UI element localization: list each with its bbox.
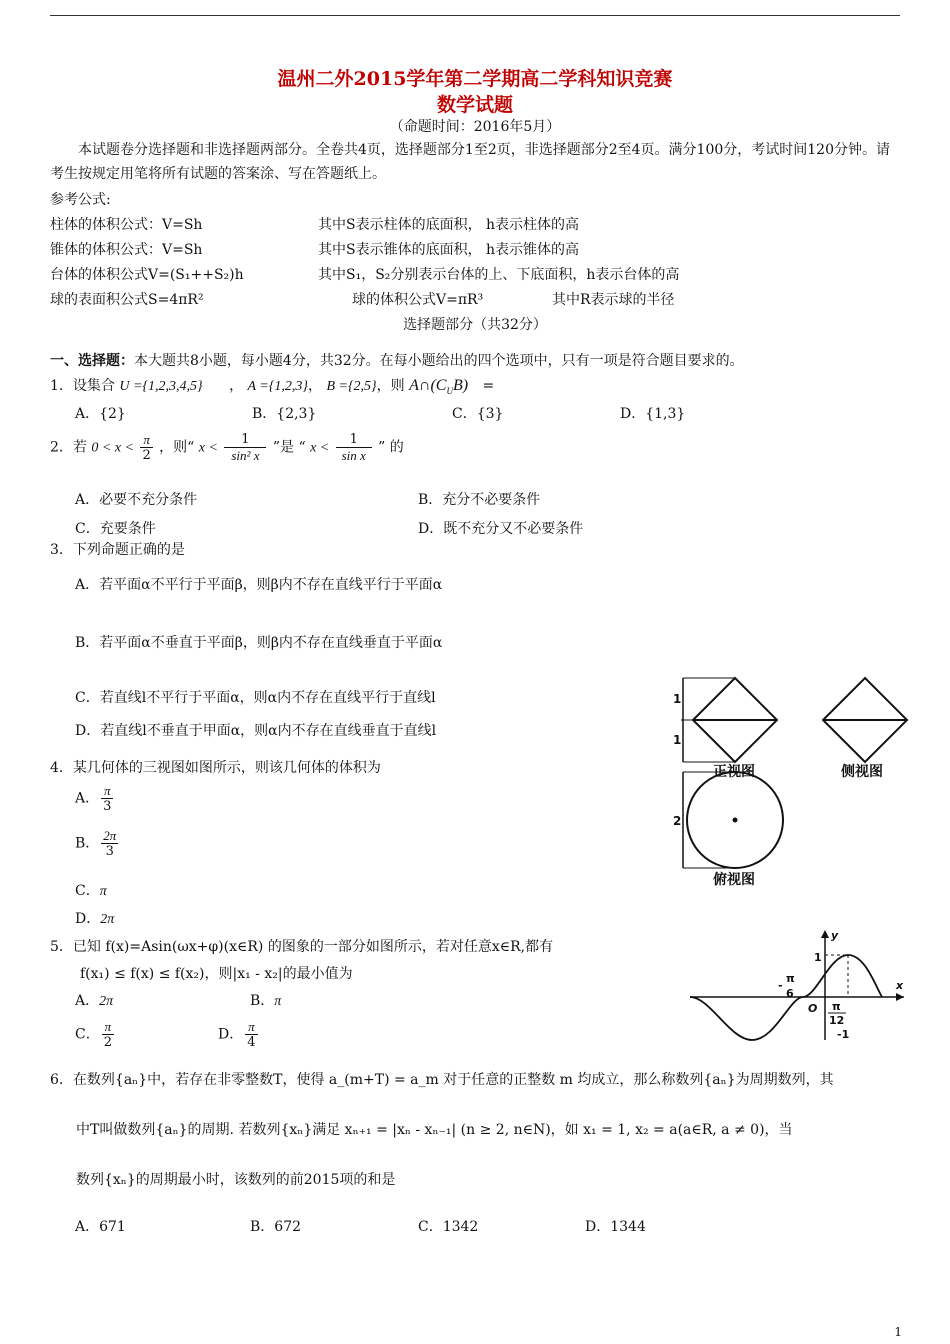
q1-option-b: B．{2,3} [252, 406, 317, 422]
y-axis-label: y [831, 929, 839, 942]
q2-frac-sin: $\frac{1}{\text{sin x}}$ [336, 432, 372, 463]
three-view-figure [665, 670, 911, 888]
top-view-center-dot [733, 818, 738, 823]
formula-prism-left: 柱体的体积公式：V=Sh [50, 217, 203, 233]
q2-range: 0 < x < [91, 440, 134, 456]
q6-option-d: D．1344 [585, 1219, 646, 1235]
q4-option-a: A． $\frac{\pi}{3}$ [75, 783, 112, 814]
exam-time: （命题时间：2016年5月） [389, 119, 561, 135]
q6-line2: 中T叫做数列{aₙ}的周期. 若数列{xₙ}满足 xₙ₊₁ = |xₙ - xₙ₋₁| (n ≥ 2, n∈N)，如 x₁ = 1, x₂ = a(a∈R, a ≠ 0)，当 [76, 1122, 793, 1138]
formula-prism-right: 其中S表示柱体的底面积， h表示柱体的高 [318, 217, 580, 233]
q6-line3: 数列{xₙ}的周期最小时，该数列的前2015项的和是 [76, 1172, 396, 1188]
formula-frustum-left: 台体的体积公式V=(S₁++S₂)h [50, 267, 244, 283]
y-one-label: 1 [814, 951, 822, 964]
top-view-label: 俯视图 [713, 872, 755, 888]
exam-title: 温州二外2015学年第二学期高二学科知识竞赛 [277, 68, 673, 90]
x-axis-label: x [896, 979, 904, 992]
sine-graph [690, 925, 910, 1045]
q2-is: ”是 “ [272, 439, 306, 456]
q1-option-d: D．{1,3} [620, 406, 686, 422]
q5-line1: 5．已知 f(x)=Asin(ωx+φ)(x∈R) 的图象的一部分如图所示，若对任意x∈R,都有 [50, 939, 554, 955]
q2-then: ，则“ [159, 439, 195, 456]
q4-stem: 4．某几何体的三视图如图所示，则该几何体的体积为 [50, 760, 381, 776]
q1-set-u: U ={1,2,3,4,5} [119, 379, 203, 394]
q2-close: ” 的 [378, 439, 404, 456]
q1-then: ，则 [376, 378, 405, 394]
q4-option-b: B． $\frac{2\pi}{3}$ [75, 828, 117, 859]
section-instruction-text: 本大题共8小题，每小题4分，共32分。在每小题给出的四个选项中，只有一项是符合题目要求的。 [134, 353, 744, 369]
q3-stem: 3．下列命题正确的是 [50, 542, 185, 558]
q2-label: 2．若 [50, 439, 87, 456]
q1-option-a: A．{2} [75, 406, 126, 422]
section-instruction-bold: 一、选择题： [50, 353, 134, 369]
formula-frustum-right: 其中S₁，S₂分别表示台体的上、下底面积，h表示台体的高 [318, 267, 680, 283]
neg-sign-label: - [778, 979, 783, 992]
q2-option-a: A．必要不充分条件 [75, 492, 198, 508]
formula-cone-left: 锥体的体积公式：V=Sh [50, 242, 203, 258]
pi12-num-label: π [832, 1000, 841, 1013]
header-rule [50, 15, 900, 16]
q1-equals: = [482, 378, 495, 394]
intro-paragraph: 本试题卷分选择题和非选择题两部分。全卷共4页，选择题部分1至2页，非选择题部分2至4页。满分100分，考试时间120分钟。请考生按规定用笔将所有试题的答案涂、写在答题纸上。 [50, 142, 890, 182]
formula-sphere-volume: 球的体积公式V=πR³ [352, 292, 484, 308]
section-instruction [50, 350, 744, 370]
q2-option-c: C．充要条件 [75, 521, 156, 537]
q3-option-b: B．若平面α不垂直于平面β，则β内不存在直线垂直于平面α [75, 635, 443, 651]
page-number: 1 [894, 1325, 902, 1339]
q2-x-lt-1: x < [198, 440, 218, 456]
q6-option-b: B．672 [250, 1219, 302, 1235]
q6-line1: 6．在数列{aₙ}中，若存在非零整数T，使得 a_(m+T) = a_m 对于任意的正整数 m 均成立，那么称数列{aₙ}为周期数列，其 [50, 1072, 834, 1088]
q2-frac-sin2: $\frac{1}{\text{sin² x}}$ [224, 432, 266, 463]
dim-label-1b: 1 [673, 733, 682, 747]
q2-option-b: B．充分不必要条件 [418, 492, 541, 508]
q2-frac-pi-2: $\frac{\pi}{2}$ [142, 432, 151, 463]
q4-option-d: D．2π [75, 911, 115, 927]
front-view-label: 正视图 [713, 764, 755, 780]
q2-stem [50, 432, 404, 463]
dim-label-1a: 1 [673, 692, 682, 706]
q5-option-d: D． $\frac{\pi}{4}$ [218, 1019, 256, 1050]
q1-expression: $A\cap(C_UB)$ [409, 377, 469, 397]
side-view-label: 侧视图 [841, 764, 883, 780]
q3-option-d: D．若直线l不垂直于甲面α，则α内不存在直线垂直于直线l [75, 723, 437, 739]
q1-option-c: C．{3} [452, 406, 504, 422]
q5-option-a: A．2π [75, 993, 114, 1009]
neg-pi-label: π [786, 972, 795, 985]
q6-option-c: C．1342 [418, 1219, 479, 1235]
q3-option-c: C．若直线l不平行于平面α，则α内不存在直线平行于直线l [75, 690, 436, 706]
q2-x-lt-2: x < [310, 440, 330, 456]
section-heading: 选择题部分（共32分） [403, 317, 547, 333]
q4-option-c: C．π [75, 883, 107, 899]
q1-stem: 1．设集合 U ={1,2,3,4,5} ， A ={1,2,3}， B ={2,5}，则 $A\cap(C_UB)$ = [50, 377, 495, 397]
exam-subtitle: 数学试题 [436, 94, 513, 116]
q2-option-d: D．既不充分又不必要条件 [418, 521, 584, 537]
y-minus-one-label: -1 [837, 1028, 850, 1041]
q1-set-a: A ={1,2,3} [247, 379, 308, 394]
pi12-den-label: 12 [829, 1014, 845, 1027]
formula-sphere-area: 球的表面积公式S=4πR² [50, 292, 204, 308]
dim-label-2: 2 [673, 814, 682, 828]
q5-option-c: C． $\frac{\pi}{2}$ [75, 1019, 112, 1050]
formula-heading: 参考公式: [50, 192, 111, 208]
q5-option-b: B．π [250, 993, 282, 1009]
formula-cone-right: 其中S表示锥体的底面积， h表示锥体的高 [318, 242, 580, 258]
origin-label: O [808, 1002, 818, 1015]
q3-option-a: A．若平面α不平行于平面β，则β内不存在直线平行于平面α [75, 577, 443, 593]
neg-six-label: 6 [786, 987, 794, 1000]
q1-set-b: B ={2,5} [326, 379, 377, 394]
q6-option-a: A．671 [75, 1219, 126, 1235]
q5-line2: f(x₁) ≤ f(x) ≤ f(x₂)，则|x₁ - x₂|的最小值为 [80, 966, 353, 982]
q1-label: 1．设集合 [50, 378, 115, 394]
formula-sphere-note: 其中R表示球的半径 [552, 292, 675, 308]
